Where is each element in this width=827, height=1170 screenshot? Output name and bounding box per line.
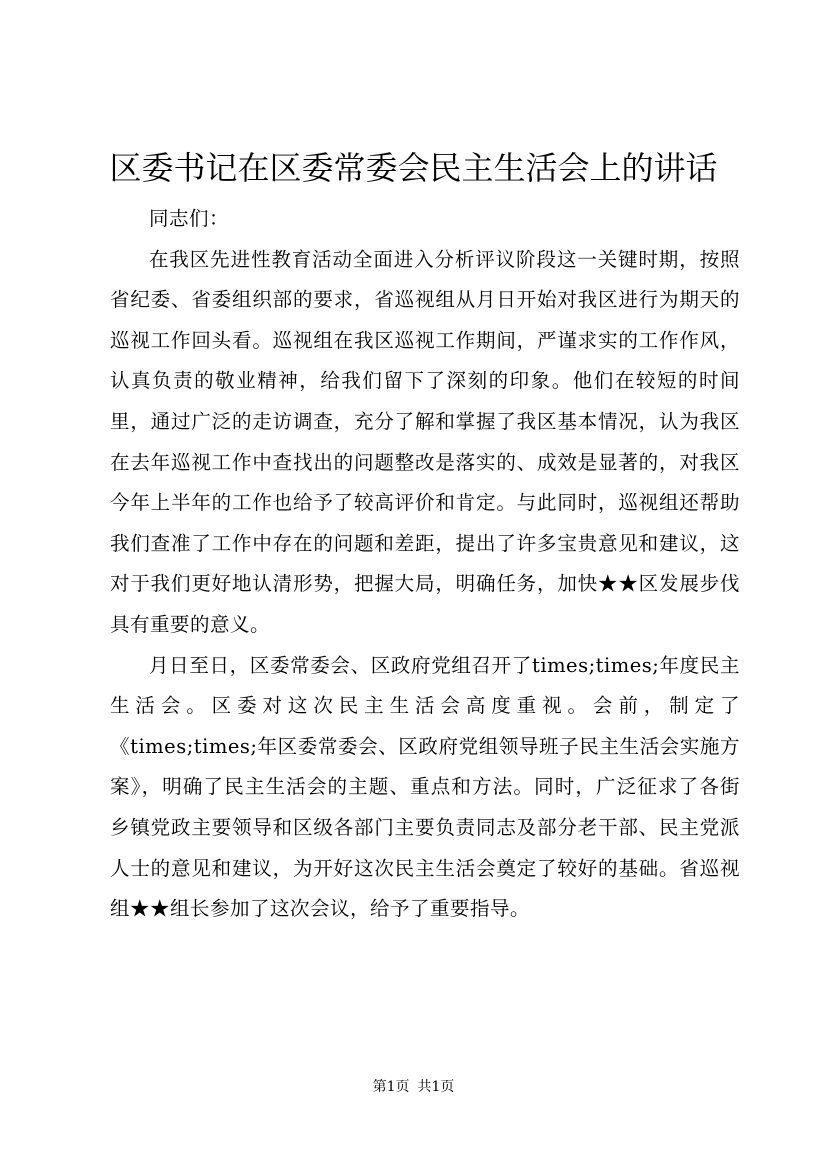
paragraph-1: 在我区先进性教育活动全面进入分析评议阶段这一关键时期，按照省纪委、省委组织部的要求，省巡视组从月日开始对我区进行为期天的巡视工作回头看。巡视组在我区巡视工作期间，严谨求实的工作作风，认真负责的敬业精神，给我们留下了深刻的印象。他们在较短的时间里，通过广泛的走访调查，充分了解和掌握了我区基本情况，认为我区在去年巡视工作中查找出的问题整改是落实的、成效是显著的，对我区今年上半年的工作也给予了较高评价和肯定。与此同时，巡视组还帮助我们查准了工作中存在的问题和差距，提出了许多宝贵意见和建议，这对于我们更好地认清形势，把握大局，明确任务，加快★★区发展步伐具有重要的意义。: [110, 247, 740, 636]
document-title: 区委书记在区委常委会民主生活会上的讲话: [109, 149, 718, 187]
paragraph-2: 月日至日，区委常委会、区政府党组召开了times;times;年度民主生活会。区委对这次民主生活会高度重视。会前，制定了《times;times;年区委常委会、区政府党组领导班子民主生活会实施方案》，明确了民主生活会的主题、重点和方法。同时，广泛征求了各街乡镇党政主要领导和区级各部门主要负责同志及部分老干部、民主党派人士的意见和建议，为开好这次民主生活会奠定了较好的基础。省巡视组★★组长参加了这次会议，给予了重要指导。: [110, 653, 740, 921]
page-number-current: 第1页: [372, 1079, 410, 1095]
salutation: 同志们：: [149, 207, 230, 230]
document-body: [110, 199, 740, 930]
page-number-total: 共1页: [417, 1079, 455, 1095]
page-footer: [0, 1077, 827, 1097]
